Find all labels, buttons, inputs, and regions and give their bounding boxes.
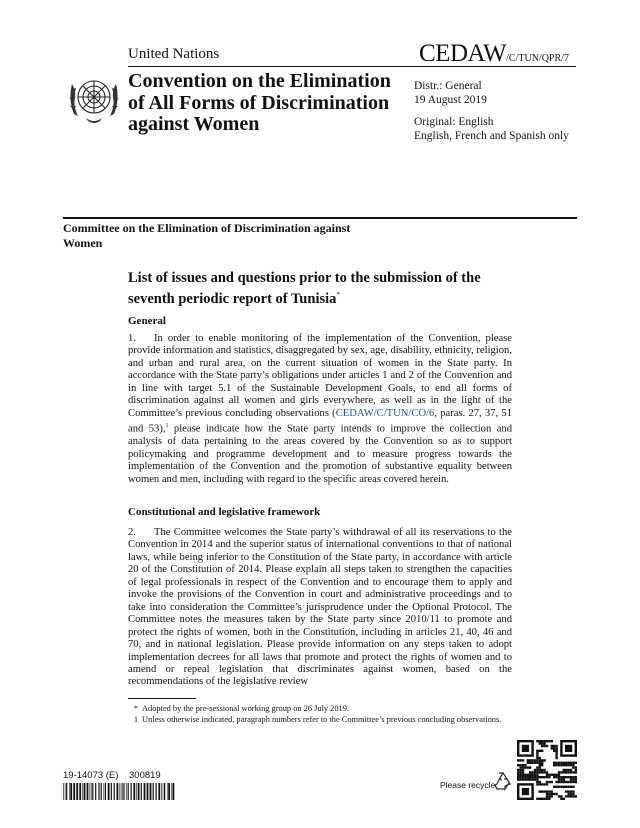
convention-title: Convention on the Elimination of All Forms of Discrimination against Women <box>128 70 391 135</box>
barcode-icon <box>63 783 175 800</box>
footnote-mark: 1 <box>133 715 138 724</box>
symbol-suffix: /C/TUN/QPR/7 <box>506 53 569 64</box>
committee-rule <box>63 217 577 219</box>
document-title <box>128 270 518 308</box>
concluding-observations-link[interactable]: CEDAW/C/TUN/CO/6 <box>335 407 435 419</box>
qr-code-icon <box>517 740 577 800</box>
header-rule <box>128 66 576 67</box>
footnote-text: Unless otherwise indicated, paragraph numbers refer to the Committee’s previous concluding observations. <box>142 715 502 724</box>
un-emblem-icon <box>64 70 124 130</box>
paragraph-1 <box>128 333 512 486</box>
distribution-label: Distr.: General <box>414 80 482 92</box>
footnote <box>128 703 512 714</box>
paragraph-number: 2. <box>128 527 136 538</box>
document-title-text: List of issues and questions prior to the submission of the seventh periodic report of Tunisia <box>128 270 481 307</box>
available-languages: English, French and Spanish only <box>414 130 569 142</box>
recycle-icon <box>493 771 513 791</box>
footnote-reference[interactable]: 1 <box>165 423 169 430</box>
original-language: Original: English <box>414 116 494 128</box>
document-symbol <box>419 40 569 68</box>
section-heading-general: General <box>128 315 166 327</box>
footnote-mark: * <box>133 704 138 713</box>
paragraph-text: please indicate how the State party intends to improve the collection and analysis of data pertaining to the areas covered by the Convention so as to support policymaking and programme development and to measure progress towards the implementation of the Convention and the promotion of substantive equality between women and men, including with regard to the specific areas covered herein. <box>128 423 512 485</box>
symbol-main: CEDAW <box>419 40 507 67</box>
document-code: 19-14073 (E) 300819 <box>63 770 161 781</box>
title-footnote-mark[interactable]: * <box>336 291 340 299</box>
recycle-label: Please recycle <box>440 780 496 790</box>
footnote-text: Adopted by the pre-sessional working group on 26 July 2019. <box>142 704 350 713</box>
paragraph-number: 1. <box>128 333 136 344</box>
organization-name: United Nations <box>128 46 220 62</box>
document-date: 19 August 2019 <box>414 94 487 106</box>
paragraph-text: , paras. 27, 37, 51 and 53), <box>128 407 512 435</box>
section-heading-constitutional: Constitutional and legislative framework <box>128 506 321 518</box>
footnote <box>128 714 512 725</box>
footnote-separator <box>128 698 196 699</box>
committee-name: Committee on the Elimination of Discrimination against Women <box>63 221 351 250</box>
paragraph-2 <box>128 527 512 689</box>
paragraph-text: The Committee welcomes the State party’s withdrawal of all its reservations to the Convention in 2014 and the superior status of international conventions to that of national laws, while being inferior to the Constitution of the State party, in accordance with article 20 of the Constitution of 2014. Please explain all steps taken to strengthen the capacities of legal professionals in respect of the Convention and to encourage them to apply and invoke the provisions of the Convention in court and administrative proceedings and to take into consideration the Committee’s jurisprudence under the Optional Protocol. The Committee notes the measures taken by the State party since 2010/11 to promote and protect the rights of women, both in the Constitution, including in articles 21, 40, 46 and 70, and in national legislation. Please provide information on any steps taken to adopt implementation decrees for all laws that promote and protect the rights of women and to amend or repeal legislation that discriminates against women, based on the recommendations of the legislative review <box>128 527 512 688</box>
distribution-info <box>414 79 487 107</box>
language-info <box>414 115 569 143</box>
paragraph-text: In order to enable monitoring of the implementation of the Convention, please provide information and statistics, disaggregated by sex, age, disability, ethnicity, religion, and urban and rural area, on the current situation of women in the State party. In accordance with the State party’s obligations under articles 1 and 2 of the Convention and in line with target 5.1 of the Sustainable Development Goals, to end all forms of discrimination against all women and girls everywhere, as well as in the light of the Committee’s previous concluding observations ( <box>128 333 512 419</box>
